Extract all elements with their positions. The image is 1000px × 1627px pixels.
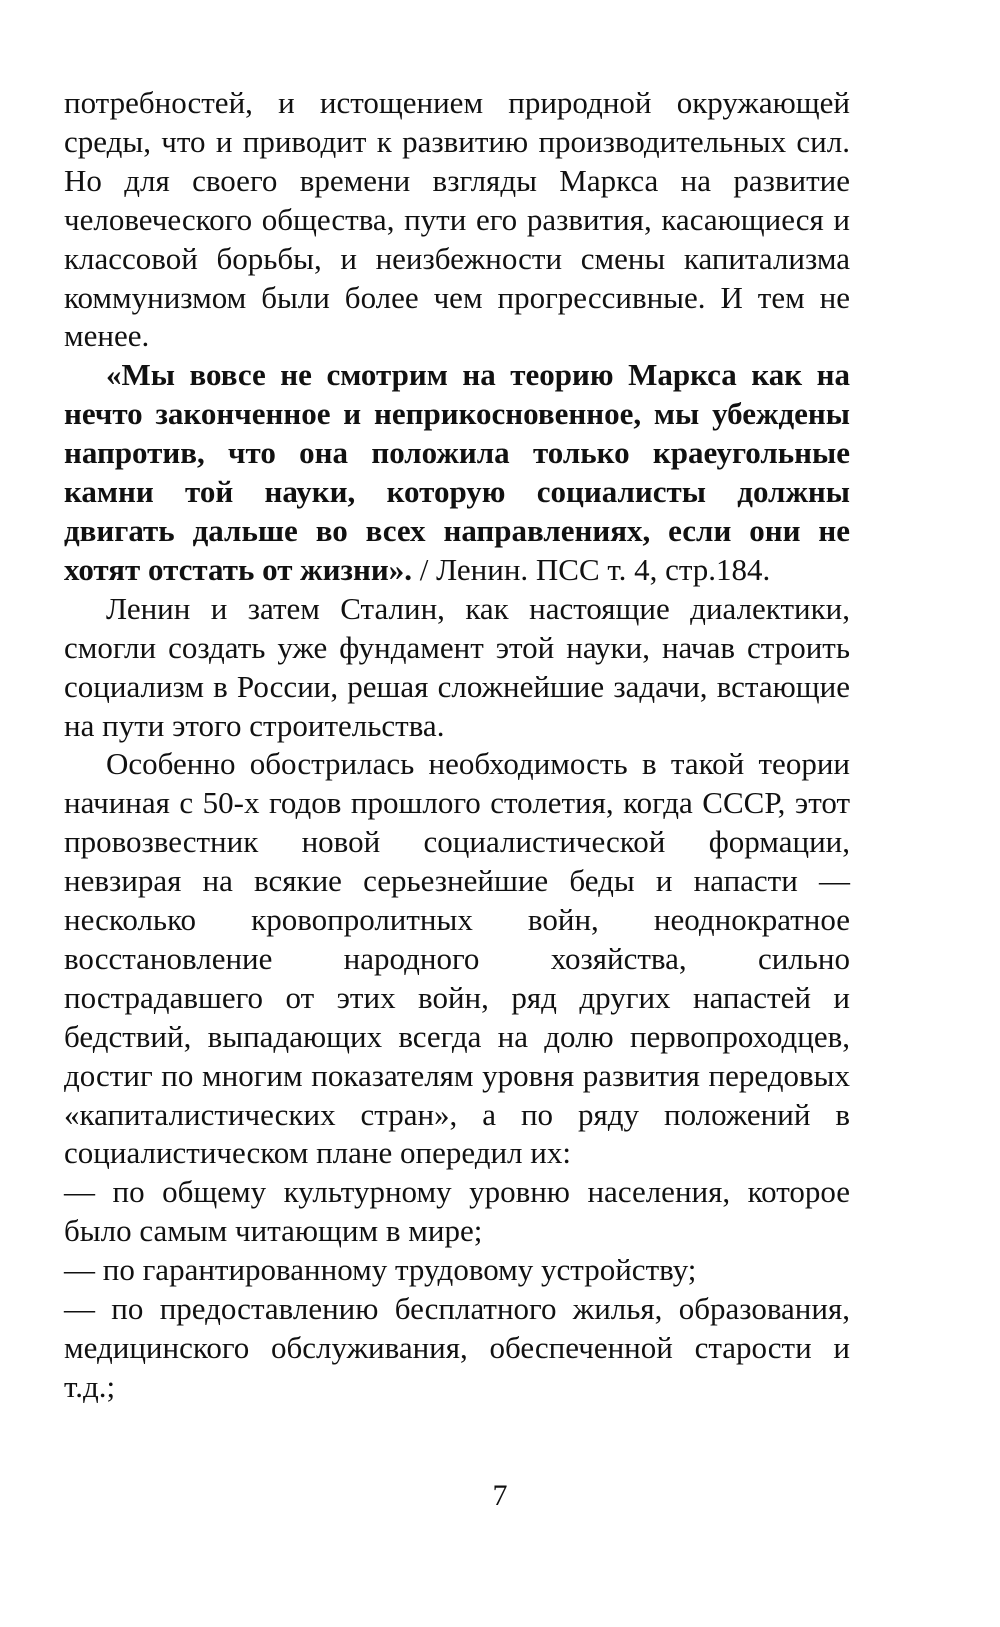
list-item: — по предоставлению бесплатного жилья, образования, медицинского обслуживания, обеспеченной старости и т.д.; — [64, 1291, 850, 1404]
page-number: 7 — [492, 1479, 508, 1512]
paragraph-continuation: потребностей, и истощением природной окружающей среды, что и приводит к развитию производительных сил. Но для своего времени взгляды Маркса на развитие человеческого общества, пути его развития, касающиеся и классовой борьбы, и неизбежности смены капитализма коммунизмом были более чем прогрессивные. И тем не менее. — [64, 85, 850, 354]
lenin-quote: «Мы вовсе не смотрим на теорию Маркса как на нечто законченное и неприкосновенное, мы убеждены напротив, что она положила только краеугольные камни той науки, которую социалисты должны двигать дальше во всех направлениях, если они не хотят отстать от жизни». — [64, 357, 850, 587]
body-text — [64, 84, 850, 1407]
paragraph-lenin-stalin: Ленин и затем Сталин, как настоящие диалектики, смогли создать уже фундамент этой науки, начав строить социализм в России, решая сложнейшие задачи, встающие на пути этого строительства. — [64, 590, 850, 743]
quote-source: / Ленин. ПСС т. 4, стр.184. — [411, 551, 771, 587]
paragraph-ussr: Особенно обострилась необходимость в такой теории начиная с 50-х годов прошлого столетия, когда СССР, этот провозвестник новой социалистической формации, невзирая на всякие серьезнейшие беды и напасти — несколько кровопролитных войн, неоднократное восстановление народного хозяйства, сильно пострадавшего от этих войн, ряд других напастей и бедствий, выпадающих всегда на долю первопроходцев, достиг по многим показателям уровня развития передовых «капиталистических стран», а по ряду положений в социалистическом плане опередил их: — [64, 746, 850, 1171]
lenin-quote-paragraph — [64, 356, 850, 589]
list-item: — по гарантированному трудовому устройству; — [64, 1252, 697, 1288]
list-item: — по общему культурному уровню населения, которое было самым читающим в мире; — [64, 1174, 850, 1249]
